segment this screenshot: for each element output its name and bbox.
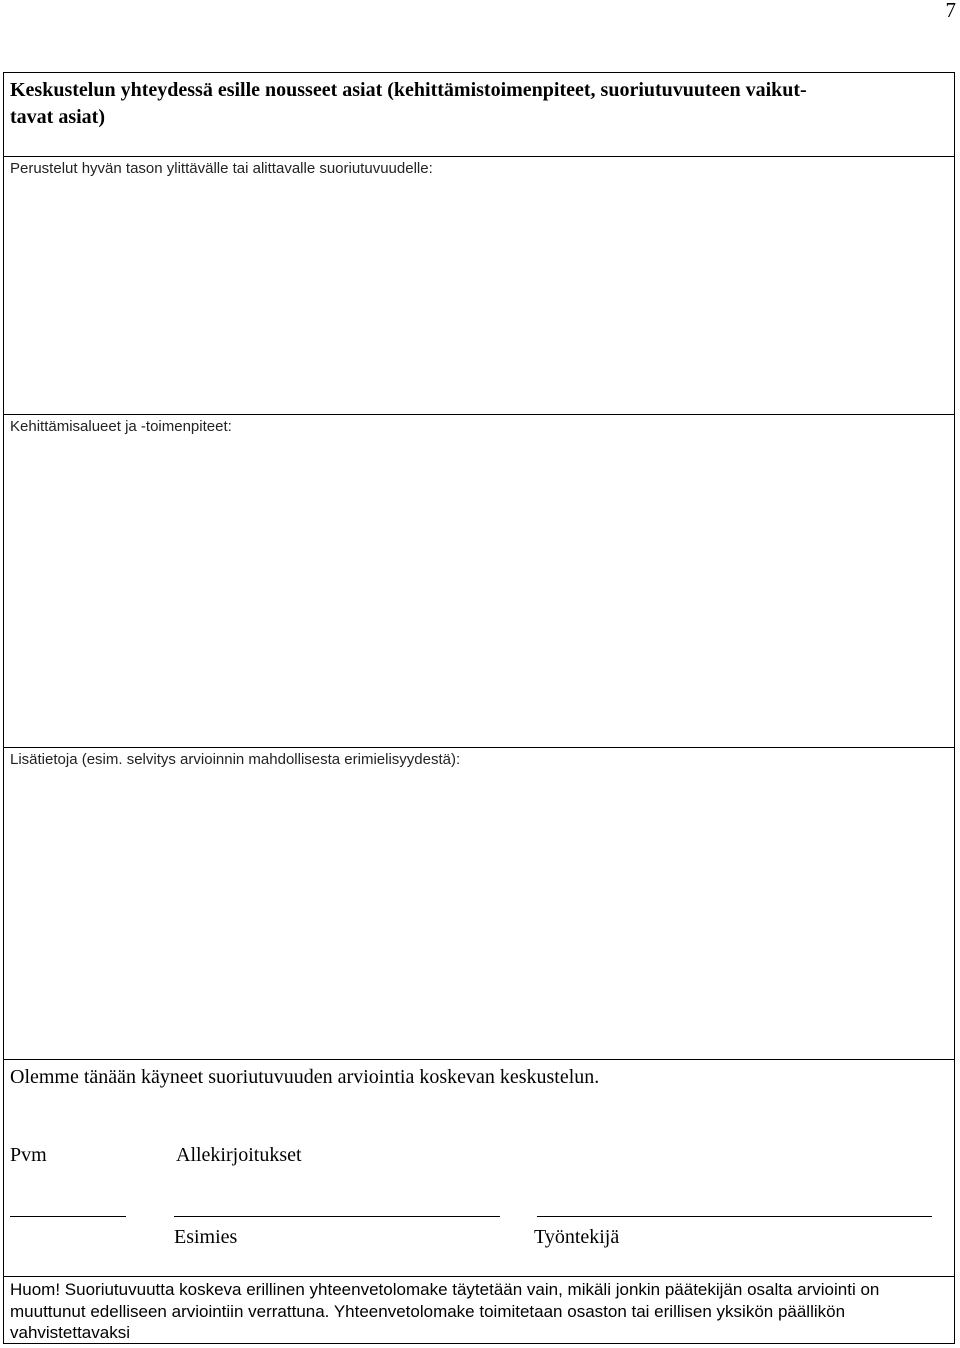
evaluation-form (3, 72, 955, 1344)
signature-section (4, 1060, 954, 1277)
supervisor-signature-line[interactable] (174, 1216, 500, 1217)
date-label: Pvm (10, 1144, 47, 1166)
note-section (4, 1277, 954, 1345)
supervisor-label: Esimies (174, 1226, 238, 1248)
form-heading-section (4, 73, 954, 157)
employee-signature-line[interactable] (537, 1216, 932, 1217)
additional-info-label: Lisätietoja (esim. selvitys arvioinnin mahdollisesta erimielisyydestä): (10, 751, 461, 768)
development-label: Kehittämisalueet ja -toimenpiteet: (10, 418, 232, 435)
page-number: 7 (945, 0, 956, 22)
signatures-label: Allekirjoitukset (176, 1144, 302, 1166)
form-heading-line-2: tavat asiat) (10, 106, 105, 128)
reasons-label: Perustelut hyvän tason ylittävälle tai alittavalle suoriutuvuudelle: (10, 160, 433, 177)
employee-label: Työntekijä (534, 1226, 620, 1248)
form-heading-line-1: Keskustelun yhteydessä esille nousseet asiat (kehittämistoimenpiteet, suoriutuvuuteen vaikut- (10, 79, 807, 101)
form-heading (10, 77, 940, 131)
date-line[interactable] (10, 1216, 126, 1217)
note-text: Huom! Suoriutuvuutta koskeva erillinen yhteenvetolomake täytetään vain, mikäli jonkin päätekijän osalta arviointi on muuttunut edelliseen arviointiin verrattuna. Yhteenvetolomake toimitetaan osaston tai erillisen yksikön päällikön vahvistettavaksi (10, 1280, 880, 1342)
development-field[interactable] (4, 415, 954, 748)
additional-info-field[interactable] (4, 748, 954, 1060)
reasons-field[interactable] (4, 157, 954, 415)
confirmation-text: Olemme tänään käyneet suoriutuvuuden arviointia koskevan keskustelun. (10, 1066, 600, 1088)
